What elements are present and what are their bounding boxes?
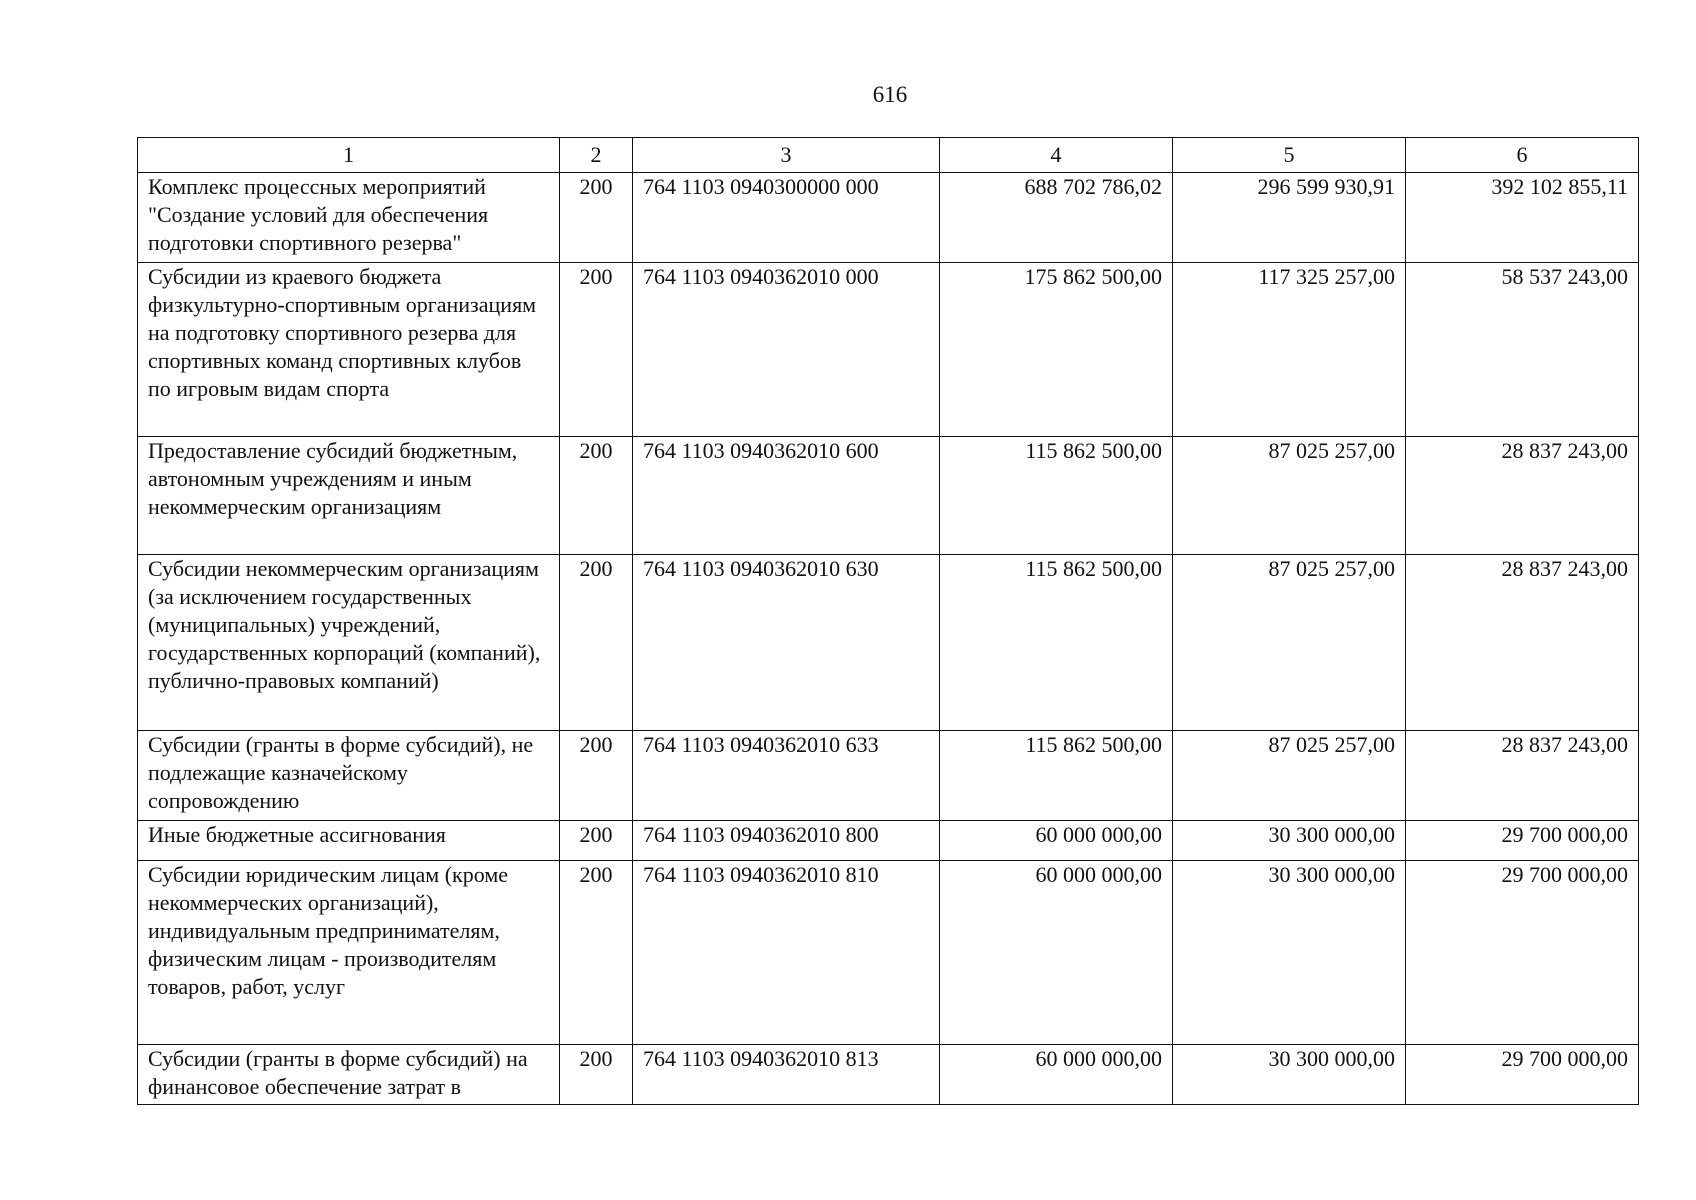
row-description: Иные бюджетные ассигнования (138, 821, 560, 861)
row-value-5: 87 025 257,00 (1173, 731, 1406, 821)
row-col2: 200 (560, 263, 633, 437)
row-budget-code: 764 1103 0940362010 813 (633, 1045, 940, 1105)
column-header-1: 1 (138, 138, 560, 173)
row-description: Субсидии юридическим лицам (кроме некоммерческих организаций), индивидуальным предпринимателям, физическим лицам - производителям товаров, работ, услуг (138, 861, 560, 1045)
row-value-6: 28 837 243,00 (1406, 555, 1639, 731)
row-value-4: 175 862 500,00 (940, 263, 1173, 437)
row-col2: 200 (560, 1045, 633, 1105)
table-row (138, 821, 1639, 861)
row-description: Субсидии некоммерческим организациям (за исключением государственных (муниципальных) учреждений, государственных корпораций (компаний), публично-правовых компаний) (138, 555, 560, 731)
row-description: Субсидии (гранты в форме субсидий), не подлежащие казначейскому сопровождению (138, 731, 560, 821)
row-value-5: 87 025 257,00 (1173, 555, 1406, 731)
column-header-3: 3 (633, 138, 940, 173)
row-value-5: 296 599 930,91 (1173, 173, 1406, 263)
row-value-6: 28 837 243,00 (1406, 437, 1639, 555)
row-value-6: 392 102 855,11 (1406, 173, 1639, 263)
row-col2: 200 (560, 821, 633, 861)
table-row (138, 555, 1639, 731)
row-budget-code: 764 1103 0940362010 000 (633, 263, 940, 437)
row-description: Субсидии из краевого бюджета физкультурно-спортивным организациям на подготовку спортивного резерва для спортивных команд спортивных клубов по игровым видам спорта (138, 263, 560, 437)
row-col2: 200 (560, 731, 633, 821)
page-number: 616 (872, 82, 908, 107)
row-value-5: 30 300 000,00 (1173, 861, 1406, 1045)
budget-table (137, 137, 1639, 1105)
row-budget-code: 764 1103 0940362010 800 (633, 821, 940, 861)
row-value-6: 29 700 000,00 (1406, 1045, 1639, 1105)
row-value-4: 60 000 000,00 (940, 1045, 1173, 1105)
table-row (138, 861, 1639, 1045)
row-value-6: 58 537 243,00 (1406, 263, 1639, 437)
row-budget-code: 764 1103 0940362010 600 (633, 437, 940, 555)
row-value-6: 28 837 243,00 (1406, 731, 1639, 821)
row-budget-code: 764 1103 0940362010 630 (633, 555, 940, 731)
row-value-4: 115 862 500,00 (940, 437, 1173, 555)
row-description: Предоставление субсидий бюджетным, автономным учреждениям и иным некоммерческим организациям (138, 437, 560, 555)
row-value-4: 60 000 000,00 (940, 861, 1173, 1045)
row-value-5: 117 325 257,00 (1173, 263, 1406, 437)
row-col2: 200 (560, 555, 633, 731)
row-value-4: 688 702 786,02 (940, 173, 1173, 263)
table-row (138, 263, 1639, 437)
row-budget-code: 764 1103 0940362010 633 (633, 731, 940, 821)
table-header-row (138, 138, 1639, 173)
row-value-5: 87 025 257,00 (1173, 437, 1406, 555)
row-budget-code: 764 1103 0940362010 810 (633, 861, 940, 1045)
table-row (138, 731, 1639, 821)
row-description: Субсидии (гранты в форме субсидий) на финансовое обеспечение затрат в (138, 1045, 560, 1105)
row-value-6: 29 700 000,00 (1406, 861, 1639, 1045)
column-header-5: 5 (1173, 138, 1406, 173)
row-value-4: 115 862 500,00 (940, 555, 1173, 731)
column-header-4: 4 (940, 138, 1173, 173)
column-header-6: 6 (1406, 138, 1639, 173)
row-budget-code: 764 1103 0940300000 000 (633, 173, 940, 263)
row-value-5: 30 300 000,00 (1173, 1045, 1406, 1105)
table-row (138, 437, 1639, 555)
column-header-2: 2 (560, 138, 633, 173)
row-value-6: 29 700 000,00 (1406, 821, 1639, 861)
row-col2: 200 (560, 173, 633, 263)
table-row (138, 173, 1639, 263)
row-col2: 200 (560, 437, 633, 555)
row-col2: 200 (560, 861, 633, 1045)
row-value-5: 30 300 000,00 (1173, 821, 1406, 861)
row-value-4: 60 000 000,00 (940, 821, 1173, 861)
row-value-4: 115 862 500,00 (940, 731, 1173, 821)
row-description: Комплекс процессных мероприятий "Создание условий для обеспечения подготовки спортивного резерва" (138, 173, 560, 263)
table-row (138, 1045, 1639, 1105)
